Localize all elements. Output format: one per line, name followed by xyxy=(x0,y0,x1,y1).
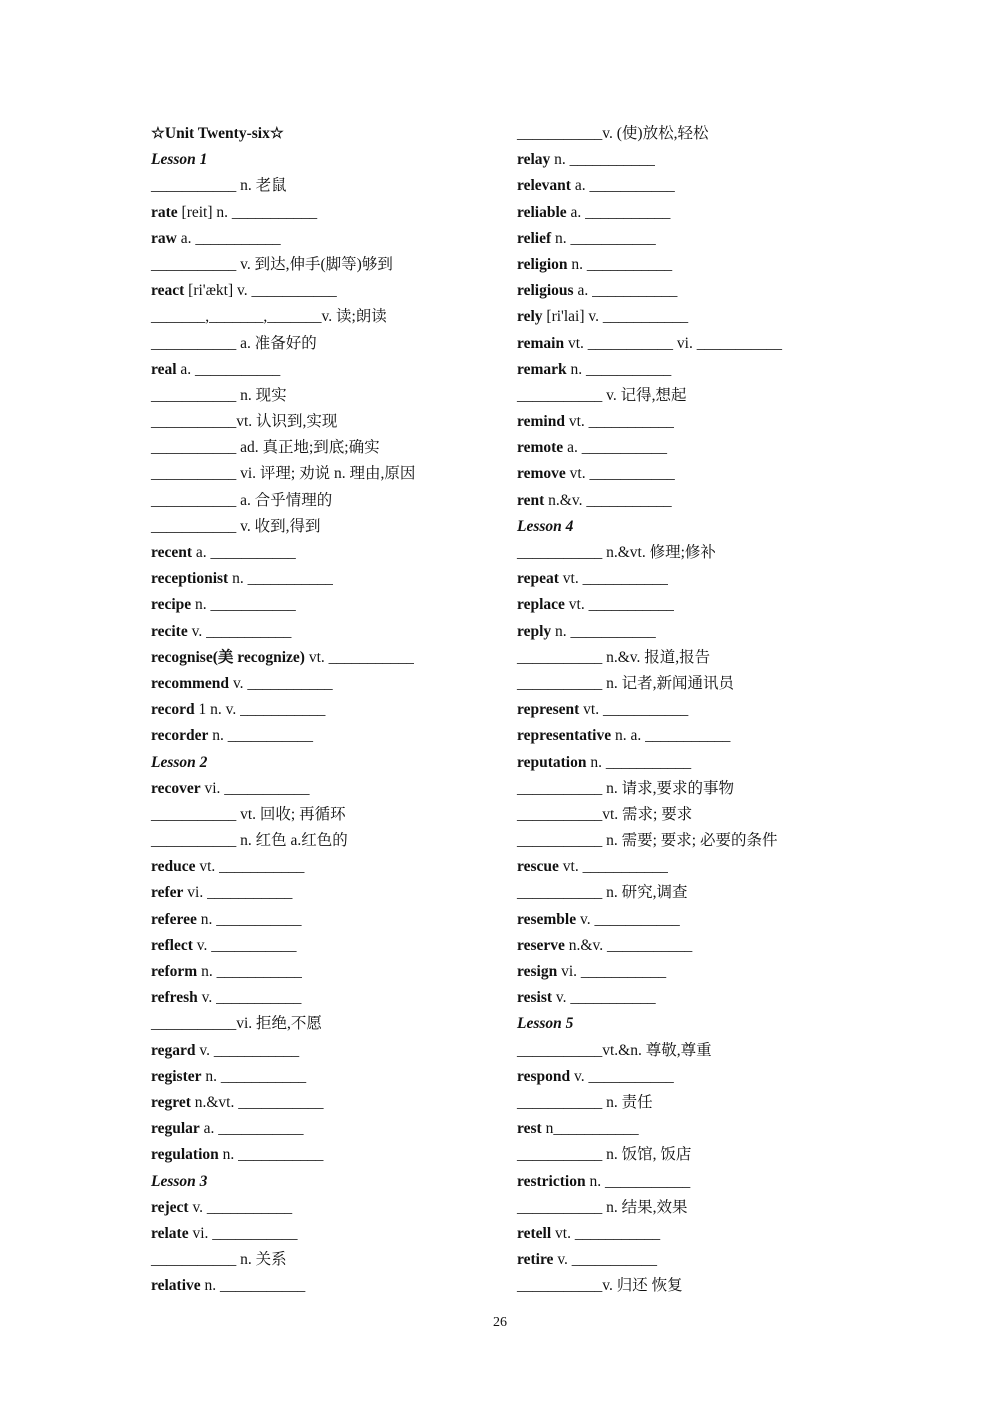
vocab-definition: ___________ n. 红色 a.红色的 xyxy=(151,832,348,850)
vocab-word: rescue xyxy=(517,858,559,876)
vocab-definition: vi. ___________ xyxy=(188,1224,298,1242)
vocab-definition: a. ___________ xyxy=(570,177,675,195)
vocab-definition: ___________ vt. 回收; 再循环 xyxy=(151,805,346,823)
vocab-entry xyxy=(517,854,867,880)
vocab-word: raw xyxy=(151,229,177,247)
lesson-heading: Lesson 4 xyxy=(517,517,574,535)
vocab-entry xyxy=(151,566,501,592)
vocab-entry xyxy=(151,1038,501,1064)
vocab-word: represent xyxy=(517,701,580,719)
vocab-word: real xyxy=(151,360,177,378)
vocab-word: relate xyxy=(151,1224,189,1242)
vocab-word: register xyxy=(151,1067,202,1085)
vocab-definition: ___________ n. 需要; 要求; 必要的条件 xyxy=(517,832,778,850)
vocab-word: relief xyxy=(517,229,552,247)
vocab-word: rest xyxy=(517,1120,542,1138)
vocab-word: reply xyxy=(517,622,552,640)
vocab-entry xyxy=(151,1273,501,1299)
vocab-entry xyxy=(517,383,867,409)
vocab-entry xyxy=(151,1142,501,1168)
unit-title: ☆Unit Twenty-six☆ xyxy=(151,125,284,142)
vocab-word: receptionist xyxy=(151,570,229,588)
vocab-entry xyxy=(151,540,501,566)
vocab-definition: v. ___________ xyxy=(553,1251,658,1269)
vocab-word: regard xyxy=(151,1041,196,1059)
vocab-definition: v. ___________ xyxy=(197,989,302,1007)
vocab-definition: v. ___________ xyxy=(187,622,292,640)
vocab-word: reflect xyxy=(151,936,193,954)
vocab-definition: v. ___________ xyxy=(195,1041,300,1059)
vocab-entry xyxy=(151,200,501,226)
vocab-word: refer xyxy=(151,884,184,902)
vocab-definition: n. ___________ xyxy=(567,255,673,273)
vocab-entry xyxy=(151,1116,501,1142)
vocab-word: recipe xyxy=(151,596,192,614)
vocab-entry xyxy=(151,173,501,199)
vocab-definition: v. ___________ xyxy=(576,910,680,928)
vocab-definition: ___________ n. 责任 xyxy=(517,1093,653,1111)
vocab-entry xyxy=(517,121,867,147)
vocab-word: retell xyxy=(517,1224,552,1242)
vocab-word: record xyxy=(151,701,195,719)
vocab-definition: ___________ a. 准备好的 xyxy=(151,334,317,352)
vocab-entry xyxy=(517,540,867,566)
vocab-definition: n. ___________ xyxy=(197,963,302,980)
vocab-entry xyxy=(151,985,501,1011)
vocab-entry xyxy=(151,1090,501,1116)
vocab-word: recite xyxy=(151,622,188,640)
vocab-definition: [reit] n. ___________ xyxy=(177,203,318,221)
vocab-definition: vt. ___________ xyxy=(558,858,668,876)
vocab-word: remain xyxy=(517,334,565,352)
vocab-definition: v. ___________ xyxy=(188,1198,293,1216)
vocab-definition: ___________ n.&vt. 修理;修补 xyxy=(517,544,716,561)
vocab-entry xyxy=(151,671,501,697)
vocab-word: repeat xyxy=(517,570,559,588)
vocab-entry xyxy=(151,723,501,749)
vocab-word: react xyxy=(151,282,185,300)
vocab-entry xyxy=(151,645,501,671)
vocab-definition: ___________ n. 记者,新闻通讯员 xyxy=(517,674,735,692)
page-number: 26 xyxy=(493,1315,507,1330)
vocab-entry xyxy=(517,461,867,487)
vocab-word: representative xyxy=(517,727,612,745)
lesson-heading: Lesson 3 xyxy=(151,1172,208,1190)
vocab-entry xyxy=(151,1064,501,1090)
vocab-definition: a. ___________ xyxy=(176,229,281,247)
vocab-entry xyxy=(151,828,501,854)
vocab-word: referee xyxy=(151,910,197,928)
vocab-definition: ___________vt.&n. 尊敬,尊重 xyxy=(517,1041,712,1059)
vocab-word: recognise(美 recognize) xyxy=(151,648,305,666)
vocab-entry xyxy=(517,750,867,776)
vocab-definition: ___________vt. 需求; 要求 xyxy=(517,805,693,823)
vocab-definition: ___________ n. 关系 xyxy=(151,1251,287,1269)
vocab-definition: n. ___________ xyxy=(585,1172,691,1190)
vocab-entry xyxy=(151,461,501,487)
vocab-definition: ___________v. 归还 恢复 xyxy=(517,1277,683,1295)
vocab-definition: a. ___________ xyxy=(176,360,281,378)
vocab-definition: ___________ a. 合乎情理的 xyxy=(151,491,333,509)
vocab-definition: n___________ xyxy=(541,1120,639,1138)
vocab-word: relevant xyxy=(517,177,571,195)
vocab-entry xyxy=(151,226,501,252)
vocab-definition: n. ___________ xyxy=(200,1277,306,1295)
vocab-definition: vt. ___________ vi. ___________ xyxy=(564,334,782,352)
vocab-word: rate xyxy=(151,203,178,221)
vocab-entry xyxy=(151,776,501,802)
vocab-entry xyxy=(151,435,501,461)
vocab-definition: vt. ___________ xyxy=(558,570,668,588)
vocab-definition: a. ___________ xyxy=(566,203,671,221)
vocab-definition: vi. ___________ xyxy=(557,963,667,980)
vocab-entry xyxy=(151,252,501,278)
vocab-definition: n. ___________ xyxy=(196,910,302,928)
vocab-definition: n.&v. ___________ xyxy=(544,491,672,509)
vocab-entry xyxy=(517,278,867,304)
lesson-heading: Lesson 2 xyxy=(151,753,208,771)
vocab-definition: vt. ___________ xyxy=(195,858,305,876)
vocab-word: refresh xyxy=(151,989,198,1007)
vocab-definition: ___________vt. 认识到,实现 xyxy=(151,413,338,431)
vocab-word: respond xyxy=(517,1067,571,1085)
vocab-definition: ___________ v. 收到,得到 xyxy=(151,517,321,535)
vocab-word: reliable xyxy=(517,203,567,221)
vocab-entry xyxy=(517,409,867,435)
vocab-word: rent xyxy=(517,491,545,509)
vocab-entry xyxy=(151,488,501,514)
vocab-definition: ___________ v. 到达,伸手(脚等)够到 xyxy=(151,255,393,273)
vocab-word: relative xyxy=(151,1277,201,1295)
vocab-entry xyxy=(517,1064,867,1090)
vocab-definition: ___________ n. 老鼠 xyxy=(151,177,287,195)
vocab-entry xyxy=(517,1038,867,1064)
vocab-definition: n.&vt. ___________ xyxy=(190,1093,324,1111)
vocab-word: religious xyxy=(517,282,574,300)
vocab-entry xyxy=(517,173,867,199)
vocab-definition: ___________ v. 记得,想起 xyxy=(517,386,687,404)
vocab-entry xyxy=(151,907,501,933)
vocab-definition: ___________ n. 现实 xyxy=(151,386,287,404)
vocab-definition: vt. ___________ xyxy=(551,1224,661,1242)
vocab-definition: n. ___________ xyxy=(551,622,656,640)
vocab-entry xyxy=(151,959,501,985)
vocab-definition: ___________ n. 饭馆, 饭店 xyxy=(517,1146,692,1164)
vocab-definition: v. ___________ xyxy=(570,1067,674,1085)
vocab-definition: n. ___________ xyxy=(191,596,296,614)
vocab-definition: ___________ n. 请求,要求的事物 xyxy=(517,779,735,797)
vocab-entry xyxy=(517,252,867,278)
vocab-word: reputation xyxy=(517,753,587,771)
vocab-definition: ___________ n. 研究,调查 xyxy=(517,884,688,902)
vocab-word: regret xyxy=(151,1093,191,1111)
vocab-definition: n.&v. ___________ xyxy=(564,936,693,954)
vocab-entry xyxy=(151,514,501,540)
vocab-entry xyxy=(517,619,867,645)
vocab-entry xyxy=(517,331,867,357)
vocab-definition: ___________v. (使)放松,轻松 xyxy=(517,125,709,142)
vocab-definition: n. ___________ xyxy=(586,753,692,771)
vocab-entry xyxy=(151,802,501,828)
vocab-definition: n. ___________ xyxy=(551,229,656,247)
vocab-definition: v. ___________ xyxy=(192,936,297,954)
vocab-definition: vt. ___________ xyxy=(565,465,675,483)
vocab-word: relay xyxy=(517,151,551,169)
vocab-definition: a. ___________ xyxy=(563,439,667,457)
vocab-definition: _______,_______,_______v. 读;朗读 xyxy=(151,308,387,326)
vocab-entry xyxy=(151,1247,501,1273)
vocab-definition: vt. ___________ xyxy=(564,413,674,431)
vocab-entry xyxy=(517,1142,867,1168)
vocab-word: recorder xyxy=(151,727,209,745)
vocab-word: recommend xyxy=(151,674,230,692)
vocab-entry xyxy=(517,933,867,959)
vocab-entry xyxy=(517,1273,867,1299)
vocab-definition: a. ___________ xyxy=(192,544,296,561)
vocab-definition: n. ___________ xyxy=(201,1067,307,1085)
vocab-entry xyxy=(517,802,867,828)
vocab-entry xyxy=(517,1195,867,1221)
vocab-entry xyxy=(151,880,501,906)
vocab-entry xyxy=(151,304,501,330)
vocab-word: recent xyxy=(151,544,193,561)
vocab-entry xyxy=(517,723,867,749)
vocab-word: rely xyxy=(517,308,543,326)
vocab-word: replace xyxy=(517,596,565,614)
vocab-entry xyxy=(517,776,867,802)
vocab-definition: n. a. ___________ xyxy=(611,727,731,745)
vocab-definition: a. ___________ xyxy=(199,1120,304,1138)
vocab-word: remote xyxy=(517,439,564,457)
vocab-entry xyxy=(517,959,867,985)
vocab-word: retire xyxy=(517,1251,554,1269)
lesson-heading: Lesson 1 xyxy=(151,151,208,169)
vocab-entry xyxy=(151,409,501,435)
vocab-definition: vt. ___________ xyxy=(564,596,674,614)
vocab-entry xyxy=(517,226,867,252)
lesson-heading: Lesson 5 xyxy=(517,1015,574,1033)
vocab-word: recover xyxy=(151,779,201,797)
vocab-entry xyxy=(151,1221,501,1247)
vocab-definition: vt. ___________ xyxy=(579,701,689,719)
vocab-entry xyxy=(151,592,501,618)
vocab-definition: n. ___________ xyxy=(218,1146,324,1164)
vocab-definition: ___________ n.&v. 报道,报告 xyxy=(517,648,711,666)
vocab-definition: v. ___________ xyxy=(229,674,333,692)
vocab-entry xyxy=(517,200,867,226)
vocab-definition: [ri'ækt] v. ___________ xyxy=(184,282,337,300)
vocab-word: reform xyxy=(151,963,198,980)
vocab-entry xyxy=(151,1195,501,1221)
vocab-entry xyxy=(151,854,501,880)
vocab-definition: 1 n. v. ___________ xyxy=(194,701,326,719)
vocab-word: resemble xyxy=(517,910,577,928)
vocab-word: regulation xyxy=(151,1146,219,1164)
vocab-entry xyxy=(517,357,867,383)
vocab-word: remark xyxy=(517,360,567,378)
vocab-entry xyxy=(517,697,867,723)
vocab-entry xyxy=(517,1116,867,1142)
right-column xyxy=(517,121,867,1299)
vocab-entry xyxy=(517,907,867,933)
vocab-entry xyxy=(517,147,867,173)
vocab-definition: vi. ___________ xyxy=(200,779,310,797)
vocab-definition: vt. ___________ xyxy=(304,648,414,666)
vocab-entry xyxy=(151,278,501,304)
vocab-definition: a. ___________ xyxy=(573,282,678,300)
vocab-entry xyxy=(517,566,867,592)
vocab-definition: n. ___________ xyxy=(566,360,672,378)
vocab-definition: [ri'lai] v. ___________ xyxy=(542,308,689,326)
vocab-entry xyxy=(151,383,501,409)
vocab-entry xyxy=(517,1090,867,1116)
vocab-word: reduce xyxy=(151,858,196,876)
vocab-word: resign xyxy=(517,963,558,980)
vocab-entry xyxy=(517,488,867,514)
vocab-word: religion xyxy=(517,255,568,273)
vocab-definition: ___________ ad. 真正地;到底;确实 xyxy=(151,439,380,457)
vocab-definition: ___________vi. 拒绝,不愿 xyxy=(151,1015,322,1033)
vocab-word: remove xyxy=(517,465,566,483)
vocab-entry xyxy=(517,671,867,697)
vocab-entry xyxy=(151,331,501,357)
left-column xyxy=(151,121,501,1299)
vocab-definition: n. ___________ xyxy=(550,151,655,169)
vocab-entry xyxy=(517,1221,867,1247)
vocab-definition: n. ___________ xyxy=(228,570,333,588)
vocab-entry xyxy=(151,697,501,723)
vocab-entry xyxy=(517,985,867,1011)
vocab-entry xyxy=(517,880,867,906)
vocab-word: regular xyxy=(151,1120,200,1138)
vocab-definition: n. ___________ xyxy=(208,727,313,745)
vocab-entry xyxy=(151,357,501,383)
vocab-entry xyxy=(517,1247,867,1273)
vocab-entry xyxy=(151,1011,501,1037)
vocab-definition: ___________ vi. 评理; 劝说 n. 理由,原因 xyxy=(151,465,416,483)
vocab-entry xyxy=(517,435,867,461)
vocab-entry xyxy=(517,645,867,671)
vocab-entry xyxy=(151,933,501,959)
vocab-word: restriction xyxy=(517,1172,586,1190)
vocab-definition: v. ___________ xyxy=(552,989,656,1007)
vocab-word: remind xyxy=(517,413,565,431)
vocab-entry xyxy=(151,619,501,645)
vocab-entry xyxy=(517,304,867,330)
vocab-word: reserve xyxy=(517,936,565,954)
vocab-word: reject xyxy=(151,1198,189,1216)
vocab-entry xyxy=(517,828,867,854)
vocab-entry xyxy=(517,592,867,618)
vocab-word: resist xyxy=(517,989,553,1007)
vocab-entry xyxy=(517,1169,867,1195)
vocab-definition: ___________ n. 结果,效果 xyxy=(517,1198,688,1216)
vocab-definition: vi. ___________ xyxy=(183,884,293,902)
